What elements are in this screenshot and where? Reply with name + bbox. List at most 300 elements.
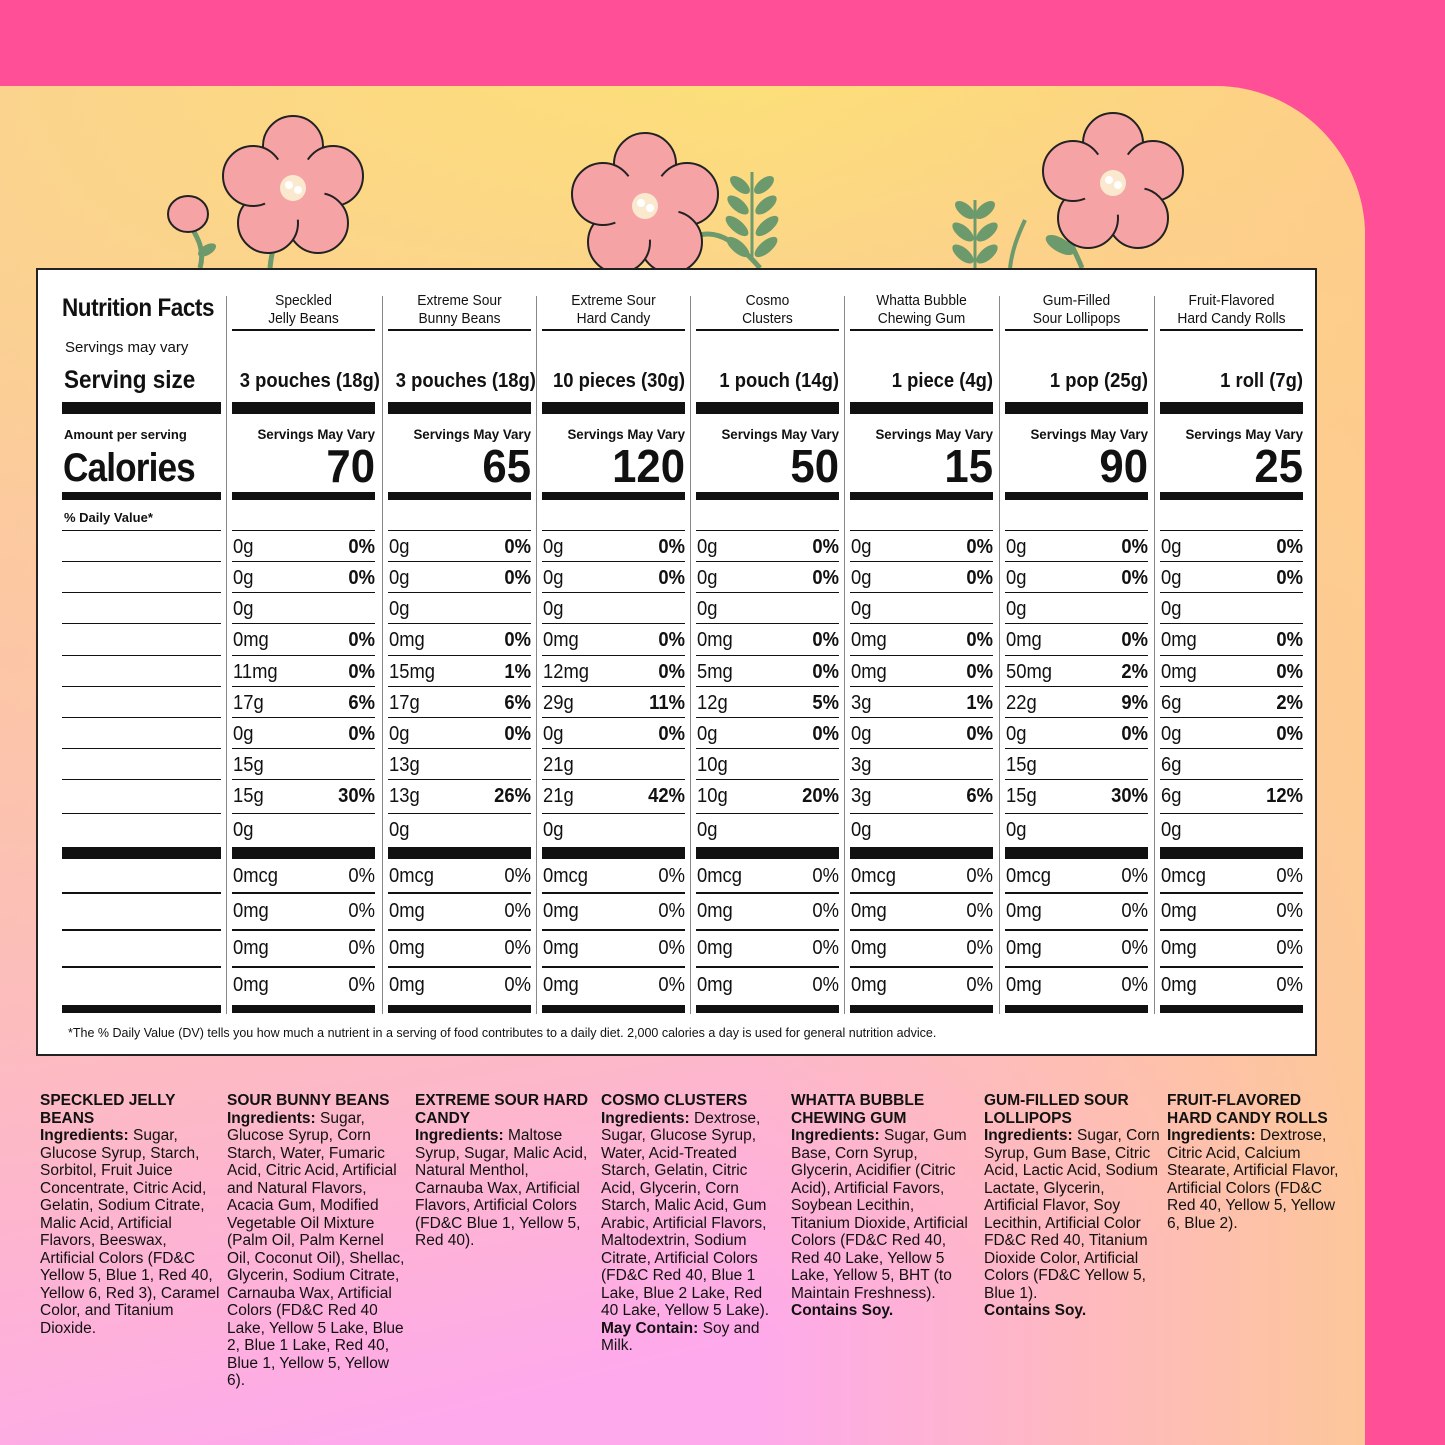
row-divider (850, 717, 993, 718)
row-divider (1005, 592, 1148, 593)
nutrient-daily-value: 0% (1121, 536, 1148, 558)
row-divider (388, 530, 531, 531)
mineral-daily-value: 0% (1276, 974, 1303, 996)
row-divider (388, 717, 531, 718)
row-divider (850, 592, 993, 593)
row-divider (388, 813, 531, 814)
nutrient-amount: 12mg (543, 661, 590, 683)
column-separator (382, 296, 383, 1014)
nutrient-amount: 0mg (851, 661, 887, 683)
nutrient-daily-value: 0% (1121, 723, 1148, 745)
row-divider (1005, 892, 1148, 894)
row-divider (1160, 779, 1303, 780)
row-divider (232, 592, 375, 593)
nutrient-amount: 15mg (389, 661, 436, 683)
row-divider (232, 686, 375, 687)
nutrient-daily-value: 0% (658, 723, 685, 745)
servings-may-vary-label: Servings May Vary (257, 426, 375, 442)
thick-rule (232, 847, 375, 859)
nutrient-amount: 0g (851, 536, 872, 558)
row-divider (542, 561, 685, 562)
servings-may-vary-label: Servings May Vary (567, 426, 685, 442)
nutrient-daily-value: 20% (802, 785, 839, 807)
mineral-amount: 0mg (543, 974, 579, 996)
row-divider (850, 813, 993, 814)
ingredients-text: Dextrose, Sugar, Glucose Syrup, Water, Acid-Treated Starch, Gelatin, Citric Acid, Glycerin, Corn Starch, Malic Acid, Gum Arabic, Artificial Flavors, Maltodextrin, Sodium Citrate, Artificial Colors (FD&C Red 40, Blue 1 Lake, Blue 2 Lake, Red 40 Lake, Yellow 5 Lake). (601, 1109, 770, 1319)
ingredients-label: Ingredients: (415, 1127, 504, 1144)
nutrient-daily-value: 1% (966, 692, 993, 714)
ingredients-label: Ingredients: (1167, 1127, 1256, 1144)
nutrient-daily-value: 0% (966, 536, 993, 558)
row-divider (696, 561, 839, 562)
nutrient-amount: 0g (1161, 723, 1182, 745)
mineral-daily-value: 0% (658, 974, 685, 996)
row-divider (542, 779, 685, 780)
row-divider (62, 966, 221, 968)
nutrient-amount: 0mg (389, 629, 425, 651)
row-divider (388, 592, 531, 593)
mineral-amount: 0mg (697, 937, 733, 959)
row-divider (388, 623, 531, 624)
row-divider (388, 779, 531, 780)
header-divider (1005, 329, 1148, 331)
ingredients-text: Sugar, Gum Base, Corn Syrup, Glycerin, Acidifier (Citric Acid), Artificial Favors, Soybean Lecithin, Titanium Dioxide, Artificial Colors (FD&C Red 40, Red 40 Lake, Yellow 5 Lake, Yellow 5, BHT (to Maintain Freshness). (791, 1127, 968, 1302)
row-divider (232, 966, 375, 968)
row-divider (62, 779, 221, 780)
row-divider (1005, 655, 1148, 656)
thick-rule (388, 847, 531, 859)
nutrient-amount: 15g (233, 785, 264, 807)
nutrient-daily-value: 0% (966, 661, 993, 683)
nutrient-amount: 6g (1161, 754, 1182, 776)
nutrient-amount: 0g (697, 819, 718, 841)
nutrient-daily-value: 0% (504, 629, 531, 651)
nutrient-amount: 6g (1161, 785, 1182, 807)
nutrient-daily-value: 42% (648, 785, 685, 807)
row-divider (1005, 717, 1148, 718)
header-divider (696, 329, 839, 331)
nutrient-amount: 0mg (233, 629, 269, 651)
ingredients-text: Maltose Syrup, Sugar, Malic Acid, Natural Menthol, Carnauba Wax, Artificial Flavors, Artificial Colors (FD&C Blue 1, Yellow 5, Red 40). (415, 1127, 588, 1249)
row-divider (232, 748, 375, 749)
nutrient-daily-value: 0% (812, 723, 839, 745)
product-name: Fruit-Flavored Hard Candy Rolls (1177, 292, 1286, 327)
nutrient-amount: 15g (1006, 785, 1037, 807)
medium-rule (542, 492, 685, 500)
mineral-amount: 0mg (389, 974, 425, 996)
nutrient-amount: 0g (389, 723, 410, 745)
row-divider (850, 892, 993, 894)
nutrient-daily-value: 0% (1121, 629, 1148, 651)
nutrient-daily-value: 0% (966, 723, 993, 745)
serving-size-value: 3 pouches (18g) (395, 370, 536, 392)
nutrient-daily-value: 0% (504, 567, 531, 589)
row-divider (1005, 813, 1148, 814)
mineral-amount: 0mg (543, 937, 579, 959)
mineral-amount: 0mg (851, 974, 887, 996)
nutrient-daily-value: 6% (504, 692, 531, 714)
row-divider (232, 561, 375, 562)
row-divider (62, 813, 221, 814)
ingredient-product-name: SOUR BUNNY BEANS (227, 1092, 390, 1109)
row-divider (1160, 561, 1303, 562)
serving-size-value: 10 pieces (30g) (553, 370, 685, 392)
mineral-amount: 0mg (1161, 937, 1197, 959)
row-divider (1160, 748, 1303, 749)
row-divider (1005, 929, 1148, 931)
thick-rule (62, 402, 221, 414)
nutrient-amount: 29g (543, 692, 574, 714)
row-divider (62, 530, 221, 531)
row-divider (542, 892, 685, 894)
row-divider (696, 966, 839, 968)
row-divider (850, 623, 993, 624)
row-divider (1160, 530, 1303, 531)
nutrient-amount: 0g (1161, 819, 1182, 841)
nutrient-amount: 0g (1006, 819, 1027, 841)
nutrient-daily-value: 0% (966, 567, 993, 589)
nutrient-daily-value: 0% (1276, 629, 1303, 651)
servings-may-vary-label: Servings May Vary (875, 426, 993, 442)
nutrient-amount: 15g (1006, 754, 1037, 776)
medium-rule (1005, 492, 1148, 500)
mineral-daily-value: 0% (658, 937, 685, 959)
mineral-amount: 0mg (1006, 974, 1042, 996)
allergen-statement: Contains Soy. (984, 1302, 1087, 1319)
thick-rule (1160, 847, 1303, 859)
ingredient-block (415, 1092, 595, 1250)
ingredient-product-name: WHATTA BUBBLE CHEWING GUM (791, 1092, 925, 1127)
nutrient-amount: 50mg (1006, 661, 1053, 683)
row-divider (696, 892, 839, 894)
nutrient-daily-value: 0% (658, 567, 685, 589)
row-divider (388, 561, 531, 562)
nutrient-amount: 0g (389, 567, 410, 589)
may-contain-label: May Contain: (601, 1319, 699, 1337)
nutrition-facts-title: Nutrition Facts (62, 294, 215, 322)
row-divider (1160, 929, 1303, 931)
serving-size-value: 1 pouch (14g) (719, 370, 839, 392)
mineral-amount: 0mg (543, 900, 579, 922)
row-divider (1160, 813, 1303, 814)
nutrient-amount: 0g (543, 723, 564, 745)
row-divider (1005, 561, 1148, 562)
row-divider (62, 686, 221, 687)
medium-rule (62, 1005, 221, 1013)
medium-rule (62, 492, 221, 500)
mineral-amount: 0mg (851, 900, 887, 922)
row-divider (1005, 530, 1148, 531)
mineral-amount: 0mg (1006, 937, 1042, 959)
nutrient-amount: 3g (851, 785, 872, 807)
row-divider (850, 966, 993, 968)
mineral-daily-value: 0% (348, 937, 375, 959)
row-divider (850, 686, 993, 687)
nutrient-amount: 0g (233, 598, 254, 620)
serving-size-value: 1 piece (4g) (891, 370, 993, 392)
row-divider (62, 623, 221, 624)
mineral-amount: 0mg (233, 937, 269, 959)
row-divider (696, 530, 839, 531)
medium-rule (696, 492, 839, 500)
row-divider (696, 686, 839, 687)
medium-rule (388, 1005, 531, 1013)
medium-rule (850, 492, 993, 500)
servings-may-vary-label: Servings May Vary (1030, 426, 1148, 442)
ingredients-label: Ingredients: (791, 1127, 880, 1144)
header-divider (1160, 329, 1303, 331)
mineral-amount: 0mg (1161, 900, 1197, 922)
allergen-statement: Contains Soy. (791, 1302, 894, 1319)
mineral-daily-value: 0% (966, 974, 993, 996)
row-divider (388, 686, 531, 687)
medium-rule (232, 492, 375, 500)
row-divider (62, 655, 221, 656)
nutrient-amount: 0g (389, 536, 410, 558)
nutrient-amount: 0g (233, 567, 254, 589)
column-separator (226, 296, 227, 1014)
ingredient-block (984, 1092, 1162, 1320)
row-divider (542, 530, 685, 531)
daily-value-header: % Daily Value* (64, 510, 153, 525)
header-divider (850, 329, 993, 331)
nutrient-amount: 0g (543, 819, 564, 841)
mineral-amount: 0mg (233, 900, 269, 922)
column-separator (536, 296, 537, 1014)
ingredient-product-name: EXTREME SOUR HARD CANDY (415, 1092, 589, 1127)
serving-size-label: Serving size (64, 366, 196, 394)
nutrient-amount: 0g (851, 567, 872, 589)
ingredients-text: Dextrose, Citric Acid, Calcium Stearate, Artificial Flavor, Artificial Colors (FD&C Red 40, Yellow 5, Yellow 6, Blue 2). (1167, 1127, 1339, 1232)
nutrient-amount: 0g (233, 536, 254, 558)
calories-value: 50 (790, 440, 839, 492)
nutrient-daily-value: 12% (1266, 785, 1303, 807)
thick-rule (850, 847, 993, 859)
row-divider (388, 748, 531, 749)
thick-rule (388, 402, 531, 414)
row-divider (232, 779, 375, 780)
nutrient-amount: 11mg (233, 661, 278, 683)
nutrient-daily-value: 26% (494, 785, 531, 807)
nutrient-daily-value: 5% (812, 692, 839, 714)
mineral-amount: 0mcg (543, 865, 588, 887)
ingredients-label: Ingredients: (984, 1127, 1073, 1144)
nutrient-amount: 12g (697, 692, 728, 714)
row-divider (1160, 966, 1303, 968)
row-divider (62, 748, 221, 749)
nutrient-daily-value: 6% (348, 692, 375, 714)
mineral-daily-value: 0% (504, 937, 531, 959)
nutrient-amount: 0g (389, 598, 410, 620)
mineral-daily-value: 0% (1121, 900, 1148, 922)
ingredients-label: Ingredients: (40, 1127, 129, 1144)
nutrient-daily-value: 0% (966, 629, 993, 651)
mineral-daily-value: 0% (966, 900, 993, 922)
mineral-daily-value: 0% (1276, 900, 1303, 922)
nutrient-daily-value: 0% (658, 629, 685, 651)
nutrient-amount: 21g (543, 785, 574, 807)
nutrient-amount: 15g (233, 754, 264, 776)
thick-rule (62, 847, 221, 859)
mineral-amount: 0mg (1006, 900, 1042, 922)
nutrient-daily-value: 0% (812, 567, 839, 589)
row-divider (62, 892, 221, 894)
mineral-daily-value: 0% (1121, 974, 1148, 996)
row-divider (696, 623, 839, 624)
row-divider (62, 592, 221, 593)
servings-may-vary-label: Servings May Vary (413, 426, 531, 442)
row-divider (232, 813, 375, 814)
row-divider (542, 655, 685, 656)
mineral-daily-value: 0% (966, 865, 993, 887)
row-divider (1160, 717, 1303, 718)
mineral-daily-value: 0% (658, 900, 685, 922)
nutrient-daily-value: 0% (658, 661, 685, 683)
row-divider (542, 686, 685, 687)
serving-size-value: 1 pop (25g) (1049, 370, 1148, 392)
row-divider (232, 655, 375, 656)
row-divider (62, 717, 221, 718)
mineral-amount: 0mg (1161, 974, 1197, 996)
nutrient-amount: 0g (851, 723, 872, 745)
nutrient-amount: 6g (1161, 692, 1182, 714)
column-separator (690, 296, 691, 1014)
row-divider (1160, 686, 1303, 687)
may-contain-text: Soy and Milk. (601, 1319, 760, 1354)
mineral-daily-value: 0% (966, 937, 993, 959)
ingredient-block (601, 1092, 781, 1355)
daily-value-footnote: *The % Daily Value (DV) tells you how much a nutrient in a serving of food contributes to a daily diet. 2,000 calories a day is used for general nutrition advice. (68, 1026, 937, 1040)
row-divider (388, 892, 531, 894)
nutrient-amount: 0g (543, 567, 564, 589)
thick-rule (542, 402, 685, 414)
mineral-daily-value: 0% (1121, 937, 1148, 959)
nutrient-daily-value: 2% (1121, 661, 1148, 683)
calories-value: 15 (944, 440, 993, 492)
mineral-amount: 0mg (389, 937, 425, 959)
medium-rule (232, 1005, 375, 1013)
nutrient-daily-value: 0% (658, 536, 685, 558)
row-divider (1160, 623, 1303, 624)
nutrient-amount: 0g (233, 723, 254, 745)
row-divider (696, 655, 839, 656)
mineral-daily-value: 0% (812, 937, 839, 959)
calories-label: Calories (63, 446, 195, 490)
nutrient-daily-value: 30% (1111, 785, 1148, 807)
row-divider (542, 966, 685, 968)
row-divider (850, 779, 993, 780)
mineral-daily-value: 0% (1276, 865, 1303, 887)
thick-rule (850, 402, 993, 414)
row-divider (232, 530, 375, 531)
nutrient-daily-value: 0% (812, 629, 839, 651)
nutrient-daily-value: 11% (649, 692, 685, 714)
ingredients-text: Sugar, Glucose Syrup, Starch, Sorbitol, Fruit Juice Concentrate, Citric Acid, Gelatin, Sodium Citrate, Malic Acid, Artificial Flavors, Beeswax, Artificial Colors (FD&C Yellow 5, Blue 1, Red 40, Yellow 6, Red 3), Caramel Color, and Titanium Dioxide. (40, 1127, 220, 1337)
row-divider (542, 813, 685, 814)
nutrient-amount: 0g (1006, 567, 1027, 589)
row-divider (388, 966, 531, 968)
mineral-daily-value: 0% (812, 974, 839, 996)
medium-rule (542, 1005, 685, 1013)
row-divider (388, 929, 531, 931)
medium-rule (1005, 1005, 1148, 1013)
row-divider (542, 592, 685, 593)
row-divider (232, 892, 375, 894)
nutrient-daily-value: 0% (348, 567, 375, 589)
nutrient-amount: 0g (543, 598, 564, 620)
thick-rule (542, 847, 685, 859)
mineral-daily-value: 0% (504, 865, 531, 887)
product-name: Speckled Jelly Beans (268, 292, 339, 327)
product-name: Extreme Sour Hard Candy (571, 292, 656, 327)
mineral-amount: 0mg (233, 974, 269, 996)
ingredient-block (40, 1092, 224, 1337)
nutrient-daily-value: 30% (338, 785, 375, 807)
row-divider (696, 813, 839, 814)
medium-rule (696, 1005, 839, 1013)
header-divider (232, 329, 375, 331)
row-divider (1160, 592, 1303, 593)
row-divider (850, 561, 993, 562)
row-divider (850, 655, 993, 656)
mineral-daily-value: 0% (1276, 937, 1303, 959)
column-separator (999, 296, 1000, 1014)
nutrient-amount: 0g (1006, 723, 1027, 745)
row-divider (696, 779, 839, 780)
nutrient-daily-value: 0% (1276, 661, 1303, 683)
ingredients-label: Ingredients: (601, 1109, 690, 1127)
nutrition-facts-panel (36, 268, 1317, 1056)
column-separator (1154, 296, 1155, 1014)
column-separator (844, 296, 845, 1014)
nutrient-amount: 5mg (697, 661, 733, 683)
nutrient-amount: 0g (851, 598, 872, 620)
nutrient-amount: 17g (389, 692, 420, 714)
nutrient-amount: 0mg (851, 629, 887, 651)
nutrient-daily-value: 6% (966, 785, 993, 807)
nutrient-amount: 13g (389, 785, 420, 807)
thick-rule (696, 402, 839, 414)
row-divider (232, 623, 375, 624)
row-divider (696, 748, 839, 749)
row-divider (232, 717, 375, 718)
nutrient-daily-value: 0% (812, 536, 839, 558)
nutrient-daily-value: 0% (1276, 567, 1303, 589)
servings-may-vary-label: Servings May Vary (1185, 426, 1303, 442)
thick-rule (232, 402, 375, 414)
nutrient-amount: 22g (1006, 692, 1037, 714)
row-divider (542, 929, 685, 931)
header-divider (542, 329, 685, 331)
nutrient-amount: 0g (1161, 536, 1182, 558)
nutrient-daily-value: 0% (1276, 536, 1303, 558)
amount-per-serving-label: Amount per serving (64, 427, 187, 442)
row-divider (1005, 966, 1148, 968)
nutrient-daily-value: 0% (812, 661, 839, 683)
mineral-amount: 0mcg (1161, 865, 1206, 887)
calories-value: 65 (482, 440, 531, 492)
product-name: Extreme Sour Bunny Beans (417, 292, 502, 327)
row-divider (542, 623, 685, 624)
nutrient-amount: 0g (697, 723, 718, 745)
mineral-daily-value: 0% (812, 900, 839, 922)
ingredient-product-name: SPECKLED JELLY BEANS (40, 1092, 176, 1127)
thick-rule (1005, 402, 1148, 414)
mineral-amount: 0mcg (697, 865, 742, 887)
nutrient-daily-value: 0% (504, 536, 531, 558)
calories-value: 25 (1254, 440, 1303, 492)
mineral-daily-value: 0% (812, 865, 839, 887)
